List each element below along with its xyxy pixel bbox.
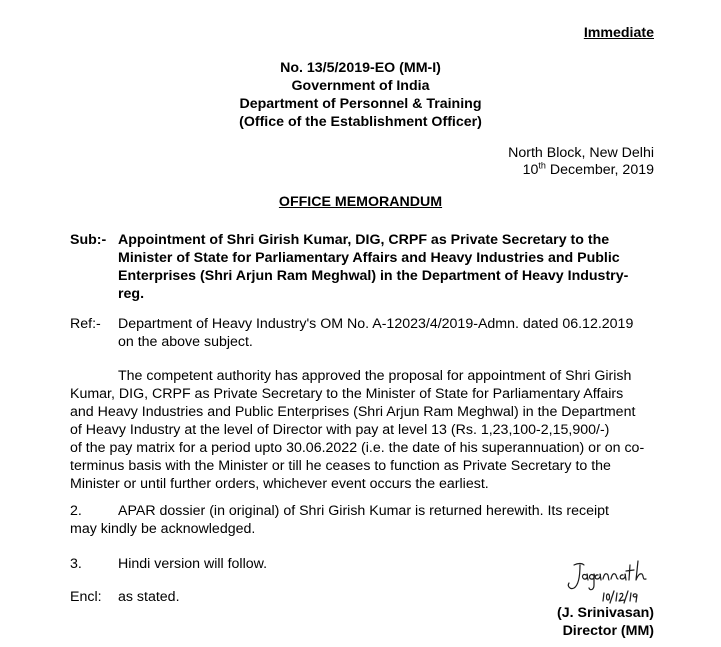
- paragraph-line: of the pay matrix for a period upto 30.06.2022 (i.e. the date of his superannuation) or on co-: [70, 440, 645, 456]
- signatory-designation: Director (MM): [562, 623, 654, 639]
- reference-line: on the above subject.: [118, 334, 253, 350]
- paragraph-line: of Heavy Industry at the level of Director with pay at level 13 (Rs. 1,23,100-2,15,900/-): [70, 422, 610, 438]
- priority-label: Immediate: [583, 25, 654, 41]
- date-rest: December, 2019: [545, 162, 654, 178]
- paragraph-line: and Heavy Industries and Public Enterprises (Shri Arjun Ram Meghwal) in the Department: [70, 404, 636, 420]
- paragraph-3-number: 3.: [70, 556, 82, 572]
- paragraph-line: terminus basis with the Minister or till he ceases to function as Private Secretary to the: [70, 458, 611, 474]
- subject-line: reg.: [118, 286, 145, 302]
- reference-text: [118, 315, 658, 351]
- paragraph-2-line: APAR dossier (in original) of Shri Girish Kumar is returned herewith. Its receipt: [118, 503, 609, 519]
- signatory-name: (J. Srinivasan): [557, 605, 654, 621]
- subject-line: Appointment of Shri Girish Kumar, DIG, CRPF as Private Secretary to the: [118, 232, 610, 248]
- reference-label: Ref:-: [70, 316, 101, 332]
- enclosure-label: Encl:: [70, 589, 102, 605]
- paragraph-line: Minister or until further orders, whichever event occurs the earliest.: [70, 476, 489, 492]
- paragraph-line: The competent authority has approved the proposal for appointment of Shri Girish: [118, 368, 632, 384]
- paragraph-line: Kumar, DIG, CRPF as Private Secretary to the Minister of State for Parliamentary Affairs: [70, 386, 624, 402]
- subject-label: Sub:-: [70, 232, 107, 248]
- subject-text: [118, 231, 658, 303]
- date-suffix: th: [538, 160, 546, 171]
- paragraph-3-text: Hindi version will follow.: [118, 556, 268, 572]
- department-name: Department of Personnel & Training: [239, 96, 482, 112]
- government-name: Government of India: [291, 78, 430, 94]
- paragraph-1: [70, 367, 656, 493]
- memo-title: OFFICE MEMORANDUM: [278, 194, 443, 210]
- subject-line: Minister of State for Parliamentary Affairs and Heavy Industries and Public: [118, 250, 620, 266]
- file-number: No. 13/5/2019-EO (MM-I): [280, 60, 441, 76]
- paragraph-2-number: 2.: [70, 503, 82, 519]
- enclosure-text: as stated.: [118, 589, 180, 605]
- date-day: 10: [522, 162, 539, 178]
- subject-line: Enterprises (Shri Arjun Ram Meghwal) in the Department of Heavy Industry-: [118, 268, 629, 284]
- date: [440, 161, 654, 179]
- reference-line: Department of Heavy Industry's OM No. A-12023/4/2019-Admn. dated 06.12.2019: [118, 316, 634, 332]
- office-name: (Office of the Establishment Officer): [239, 114, 482, 130]
- paragraph-2-line: may kindly be acknowledged.: [70, 521, 256, 537]
- place: North Block, New Delhi: [508, 145, 654, 161]
